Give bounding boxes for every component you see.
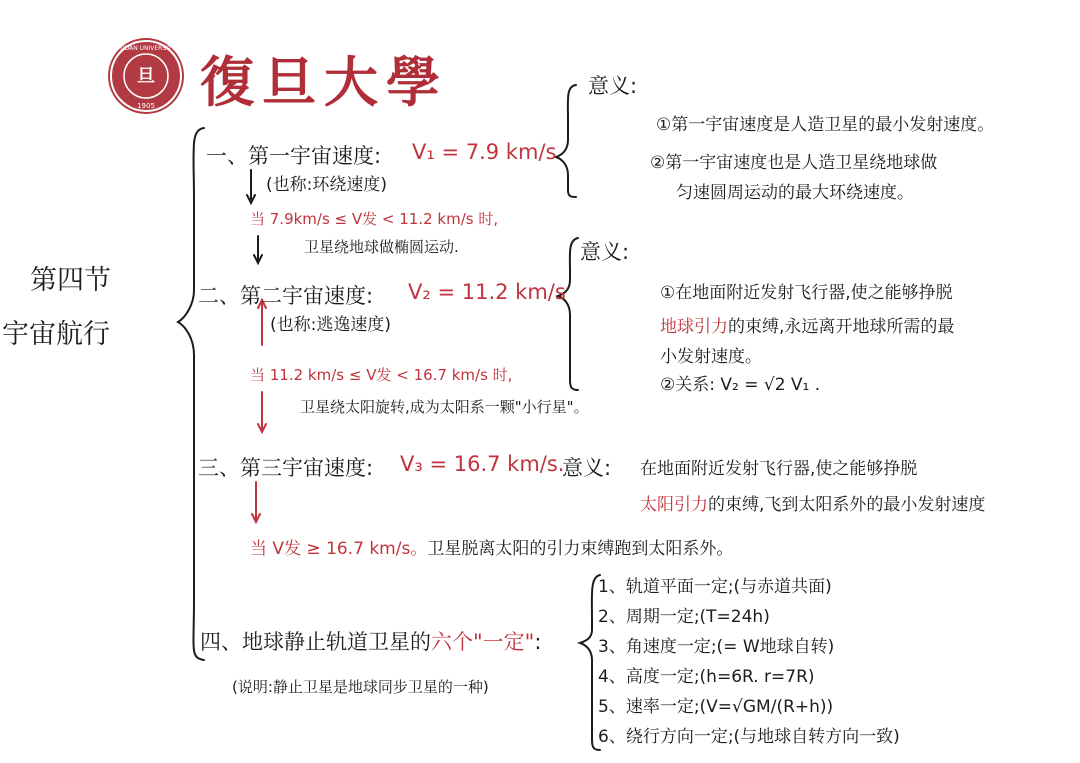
chapter-number: 第四节 <box>30 265 111 296</box>
s2-meaning-1c: 小发射速度。 <box>660 347 762 367</box>
s3-meaning-1b: 太阳引力的束缚,飞到太阳系外的最小发射速度 <box>640 495 986 515</box>
svg-text:1905: 1905 <box>137 102 155 110</box>
s3-label: 三、第三宇宙速度: <box>198 456 374 480</box>
s4-item-3: 3、角速度一定;(= W地球自转) <box>598 637 835 657</box>
s4-item-5: 5、速率一定;(V=√GM/(R+h)) <box>598 697 834 717</box>
s1-condition: 当 7.9km/s ≤ V发 < 11.2 km/s 时, <box>250 210 499 228</box>
s1-meaning-1: ①第一宇宙速度是人造卫星的最小发射速度。 <box>656 115 995 135</box>
svg-text:旦: 旦 <box>137 66 155 87</box>
s3-meaning-1a: 在地面附近发射飞行器,使之能够挣脱 <box>640 459 918 479</box>
s2-label: 二、第二宇宙速度: <box>198 284 374 308</box>
s4-item-4: 4、高度一定;(h=6R. r=7R) <box>598 667 815 687</box>
s4-note: (说明:静止卫星是地球同步卫星的一种) <box>232 678 489 696</box>
s1-meaning-brace <box>556 85 576 197</box>
s2-value: V₂ = 11.2 km/s <box>408 280 566 304</box>
s2-condition: 当 11.2 km/s ≤ V发 < 16.7 km/s 时, <box>250 366 513 384</box>
university-title: 復旦大學 <box>200 50 448 114</box>
s1-alias: (也称:环绕速度) <box>266 175 387 195</box>
s1-meaning-2b: 匀速圆周运动的最大环绕速度。 <box>676 183 914 203</box>
s4-item-6: 6、绕行方向一定;(与地球自转方向一致) <box>598 727 900 747</box>
s2-condition-result: 卫星绕太阳旋转,成为太阳系一颗"小行星"。 <box>300 398 589 416</box>
s1-condition-result: 卫星绕地球做椭圆运动. <box>304 238 459 256</box>
s1-label: 一、第一宇宙速度: <box>206 144 382 168</box>
s3-meaning-label: 意义: <box>562 456 612 480</box>
fudan-seal-logo <box>108 38 184 114</box>
s4-items-brace <box>580 575 600 750</box>
main-brace <box>178 128 204 660</box>
s2-meaning-1a: ①在地面附近发射飞行器,使之能够挣脱 <box>660 283 953 303</box>
svg-text:FUDAN UNIVERSITY: FUDAN UNIVERSITY <box>116 45 176 52</box>
s1-value: V₁ = 7.9 km/s <box>412 140 557 164</box>
s4-item-2: 2、周期一定;(T=24h) <box>598 607 770 627</box>
s1-meaning-label: 意义: <box>588 74 638 98</box>
s3-value: V₃ = 16.7 km/s. <box>400 452 565 476</box>
s2-meaning-2: ②关系: V₂ = √2 V₁ . <box>660 375 821 395</box>
s2-meaning-brace <box>558 238 578 390</box>
s2-meaning-label: 意义: <box>580 240 630 264</box>
s1-meaning-2a: ②第一宇宙速度也是人造卫星绕地球做 <box>650 153 938 173</box>
s4-label: 四、地球静止轨道卫星的六个"一定": <box>200 630 542 654</box>
s4-item-1: 1、轨道平面一定;(与赤道共面) <box>598 577 832 597</box>
s2-meaning-1b: 地球引力的束缚,永远离开地球所需的最 <box>660 317 955 337</box>
s3-condition: 当 V发 ≥ 16.7 km/s。卫星脱离太阳的引力束缚跑到太阳系外。 <box>250 539 734 559</box>
chapter-title: 宇宙航行 <box>2 319 110 350</box>
s2-alias: (也称:逃逸速度) <box>270 315 391 335</box>
